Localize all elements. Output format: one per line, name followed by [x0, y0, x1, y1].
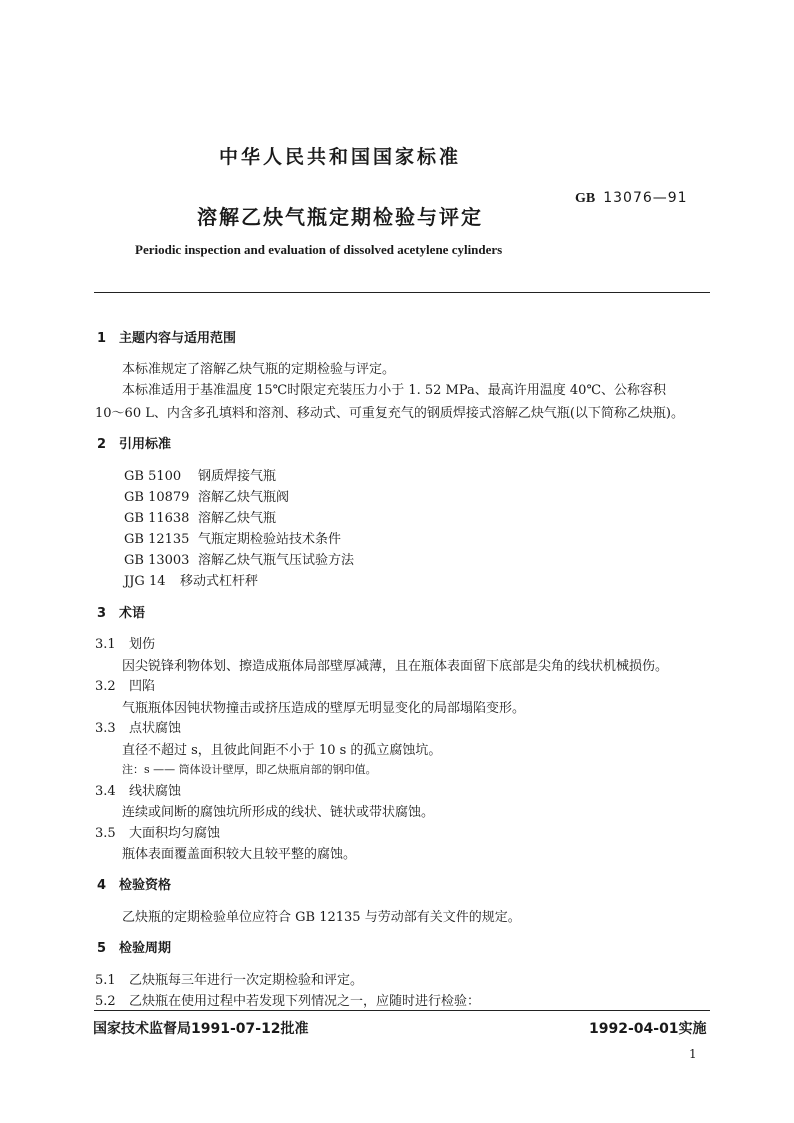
section-1-heading: [97, 327, 236, 346]
section-number: 4: [97, 878, 107, 893]
section-1-paragraph-1: 本标准规定了溶解乙炔气瓶的定期检验与评定。: [122, 362, 396, 377]
term-number: 3.3: [95, 721, 116, 736]
ref-name: 气瓶定期检验站技术条件: [198, 532, 342, 547]
term-definition: 气瓶瓶体因钝状物撞击或挤压造成的壁厚无明显变化的局部塌陷变形。: [122, 701, 526, 716]
ref-name: 溶解乙炔气瓶阀: [198, 490, 290, 505]
section-number: 3: [97, 606, 107, 621]
ref-name: 溶解乙炔气瓶气压试验方法: [198, 553, 355, 568]
document-title-en: Periodic inspection and evaluation of dissolved acetylene cylinders: [135, 242, 503, 257]
section-2-heading: [97, 433, 171, 452]
section-title: 术语: [119, 606, 146, 621]
ref-code: GB 12135: [124, 532, 190, 547]
section-title: 检验周期: [119, 941, 172, 956]
term-title: 大面积均匀腐蚀: [129, 826, 221, 841]
gb-prefix: GB: [575, 191, 596, 206]
approval-date: 国家技术监督局1991-07-12批准: [93, 1021, 309, 1037]
clause-text: 乙炔瓶在使用过程中若发现下列情况之一，应随时进行检验：: [129, 994, 481, 1009]
clause-item: [95, 969, 363, 988]
ref-name: 钢质焊接气瓶: [198, 469, 277, 484]
footer-divider: [94, 1010, 710, 1011]
term-number: 3.2: [95, 679, 116, 694]
section-3-heading: [97, 602, 145, 621]
clause-number: 5.1: [95, 973, 116, 988]
section-number: 1: [97, 331, 107, 346]
ref-item: [124, 549, 354, 568]
document-title-cn: 溶解乙炔气瓶定期检验与评定: [197, 205, 483, 229]
ref-item: [124, 507, 276, 526]
ref-code: GB 5100: [124, 469, 182, 484]
ref-item: [124, 528, 341, 547]
section-number: 5: [97, 941, 107, 956]
term-title: 点状腐蚀: [129, 721, 182, 736]
section-4-heading: [97, 874, 171, 893]
ref-item: [124, 486, 289, 505]
ref-name: 溶解乙炔气瓶: [198, 511, 277, 526]
ref-item: [124, 570, 258, 589]
section-5-heading: [97, 937, 171, 956]
section-1-paragraph-2-cont: 10～60 L、内含多孔填料和溶剂、移动式、可重复充气的钢质焊接式溶解乙炔气瓶(以下简称乙炔瓶)。: [95, 406, 684, 421]
term-heading: [95, 717, 181, 736]
term-definition: 因尖锐锋利物体划、擦造成瓶体局部壁厚减薄，且在瓶体表面留下底部是尖角的线状机械损伤。: [122, 659, 669, 674]
term-number: 3.4: [95, 784, 116, 799]
clause-text: 乙炔瓶每三年进行一次定期检验和评定。: [129, 973, 364, 988]
term-title: 线状腐蚀: [129, 784, 182, 799]
section-title: 检验资格: [119, 878, 172, 893]
ref-name: 移动式杠杆秤: [180, 574, 259, 589]
ref-item: [124, 465, 276, 484]
section-title: 引用标准: [119, 437, 172, 452]
term-definition: 连续或间断的腐蚀坑所形成的线状、链状或带状腐蚀。: [122, 805, 435, 820]
section-title: 主题内容与适用范围: [119, 331, 237, 346]
ref-code: GB 13003: [124, 553, 190, 568]
term-note: 注：s —— 筒体设计壁厚，即乙炔瓶肩部的钢印值。: [122, 763, 377, 776]
section-1-paragraph-2: 本标准适用于基准温度 15℃时限定充装压力小于 1. 52 MPa、最高许用温度 40℃、公称容积: [122, 383, 667, 398]
clause-number: 5.2: [95, 994, 116, 1009]
section-number: 2: [97, 437, 107, 452]
term-heading: [95, 780, 181, 799]
ref-code: JJG 14: [124, 574, 166, 589]
section-4-paragraph: 乙炔瓶的定期检验单位应符合 GB 12135 与劳动部有关文件的规定。: [122, 910, 521, 925]
term-title: 凹陷: [129, 679, 156, 694]
gb-number: 13076—91: [603, 190, 688, 206]
term-heading: [95, 675, 155, 694]
effective-date: 1992-04-01实施: [589, 1021, 707, 1037]
ref-code: GB 11638: [124, 511, 190, 526]
header-divider: [94, 292, 710, 293]
term-number: 3.5: [95, 826, 116, 841]
standard-body-heading: 中华人民共和国国家标准: [218, 146, 461, 168]
term-number: 3.1: [95, 637, 116, 652]
term-heading: [95, 633, 155, 652]
ref-code: GB 10879: [124, 490, 190, 505]
term-heading: [95, 822, 220, 841]
page-number: 1: [689, 1047, 697, 1061]
term-title: 划伤: [129, 637, 156, 652]
term-definition: 瓶体表面覆盖面积较大且较平整的腐蚀。: [122, 847, 357, 862]
term-definition: 直径不超过 s，且彼此间距不小于 10 s 的孤立腐蚀坑。: [122, 743, 442, 758]
clause-item: [95, 990, 480, 1009]
